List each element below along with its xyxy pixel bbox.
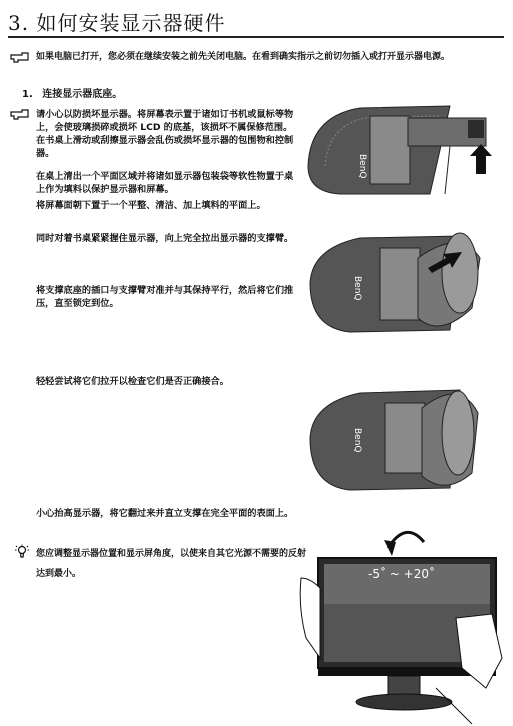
- instruction-paragraph: 将屏幕面朝下置于一个平整、清洁、加上填料的平面上。: [36, 200, 266, 211]
- tilt-arrow-icon: [384, 540, 396, 556]
- instruction-paragraph: 将支撑底座的插口与支撑臂对准并与其保持平行，然后将它们推压，直至锁定到位。: [36, 285, 294, 309]
- figure-check-engagement: [300, 378, 505, 498]
- lightbulb-icon: [14, 544, 30, 560]
- instruction-paragraph: 轻轻尝试将它们拉开以检查它们是否正确接合。: [36, 376, 229, 387]
- instruction-paragraph: 小心抬高显示器，将它翻过来并直立支撑在完全平面的表面上。: [36, 508, 294, 519]
- page-title: 3. 如何安装显示器硬件: [8, 11, 226, 35]
- title-divider: [8, 36, 504, 38]
- figure-upright-monitor: [296, 518, 508, 724]
- figure-attach-base: [300, 218, 505, 348]
- arrow-up-icon: [470, 144, 492, 174]
- warning-note: 请小心以防损坏显示器。将屏幕表示置于诸如订书机或鼠标等物上，会使玻璃损碎或损坏 LCD 的底基，该损坏不属保修范围。在书桌上滑动或刮擦显示器会乱伤或损坏显示器的包围物和控制器。: [36, 109, 294, 159]
- instruction-paragraph: 同时对着书桌紧紧握住显示器，向上完全拉出显示器的支撑臂。: [36, 233, 294, 244]
- note-hand-icon: [10, 51, 30, 63]
- figure-pull-stand-arm: [300, 96, 505, 198]
- instruction-paragraph: 在桌上清出一个平面区域并将诸如显示器包装袋等软性物置于桌上作为填料以保护显示器和屏幕。: [36, 171, 294, 195]
- step-label: 连接显示器底座。: [42, 89, 123, 100]
- tip-note: 您应调整显示器位置和显示屏角度，以使来自其它光源不需要的反射达到最小。: [36, 549, 307, 579]
- intro-note: 如果电脑已打开，您必须在继续安装之前先关闭电脑。在看到确实指示之前切勿插入或打开显示器电源。: [36, 52, 451, 62]
- brand-label: BenQ: [357, 154, 367, 179]
- step-heading: [22, 85, 122, 100]
- brand-label: BenQ: [352, 428, 362, 453]
- brand-label: BenQ: [352, 276, 362, 301]
- tilt-range-label: -5˚ ~ +20˚: [368, 567, 435, 581]
- step-number: 1.: [22, 89, 33, 100]
- note-hand-icon: [10, 108, 30, 120]
